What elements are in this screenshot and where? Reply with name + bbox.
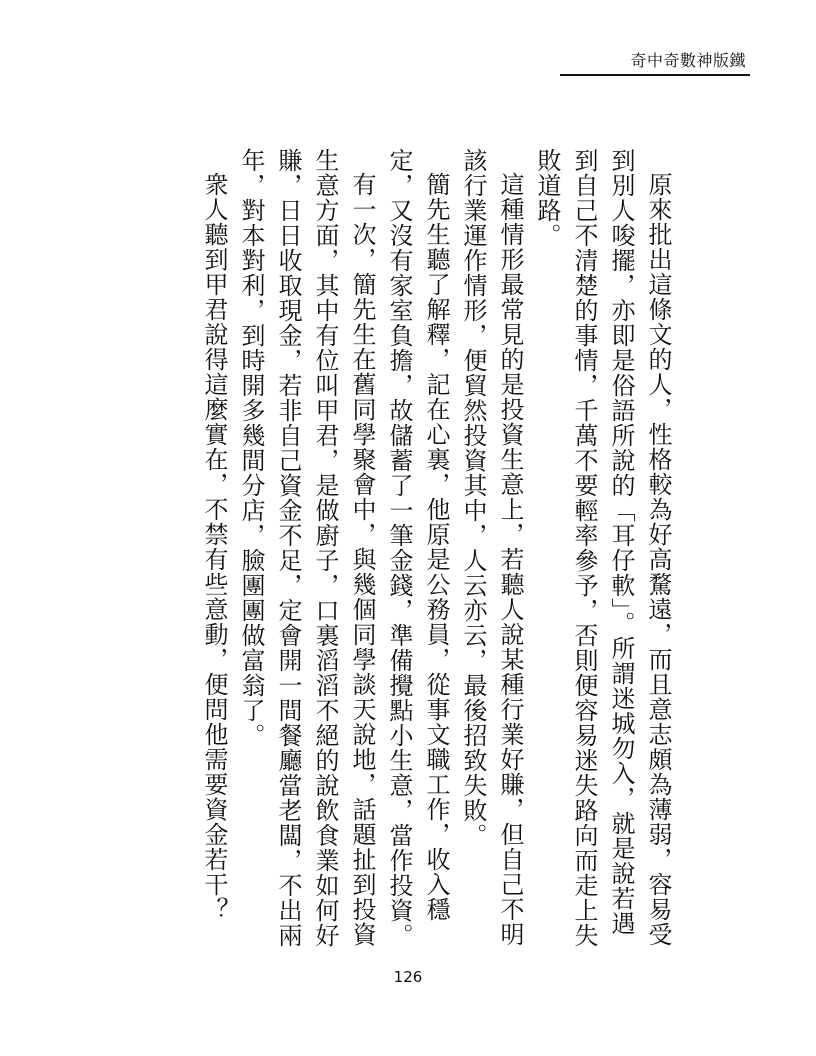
running-header-title: 奇中奇數神版鐵: [630, 51, 746, 70]
paragraph-2: 這種情形最常見的是投資生意上，若聽人說某種行業好賺，但自己不明該行業運作情形，便貿然投資其中，人云亦云，最後招致失敗。: [459, 148, 524, 947]
header-divider: [560, 74, 750, 76]
page-number: 126: [393, 968, 423, 986]
paragraph-3: 簡先生聽了解釋，記在心裏，他原是公務員，從事文職工作，收入穩定，又沒有家室負擔，故儲蓄了一筆金錢，準備攪點小生意，當作投資。: [385, 148, 450, 948]
body-text: [195, 148, 676, 948]
paragraph-5: 衆人聽到甲君說得這麼實在，不禁有些意動，便問他需要資金若干？: [200, 172, 228, 922]
paragraph-4: 有一次，簡先生在舊同學聚會中，與幾個同學談天說地，話題扯到投資生意方面，其中有位叫甲君，是做廚子，口裏滔滔不絕的說飲食業如何好賺，日日收取現金，若非自己資金不足，定會開一間餐廳當老闆，不出兩年，對本對利，到時開多幾間分店，臉團團做富翁了。: [237, 148, 376, 948]
paragraph-1: 原來批出這條文的人，性格較為好高騖遠，而且意志頗為薄弱，容易受到別人唆擺，亦即是俗語所說的「耳仔軟」。所謂迷城勿入，就是說若遇到自己不清楚的事情，千萬不要輕率參予，否則便容易迷失路向而走上失敗道路。: [533, 148, 672, 948]
